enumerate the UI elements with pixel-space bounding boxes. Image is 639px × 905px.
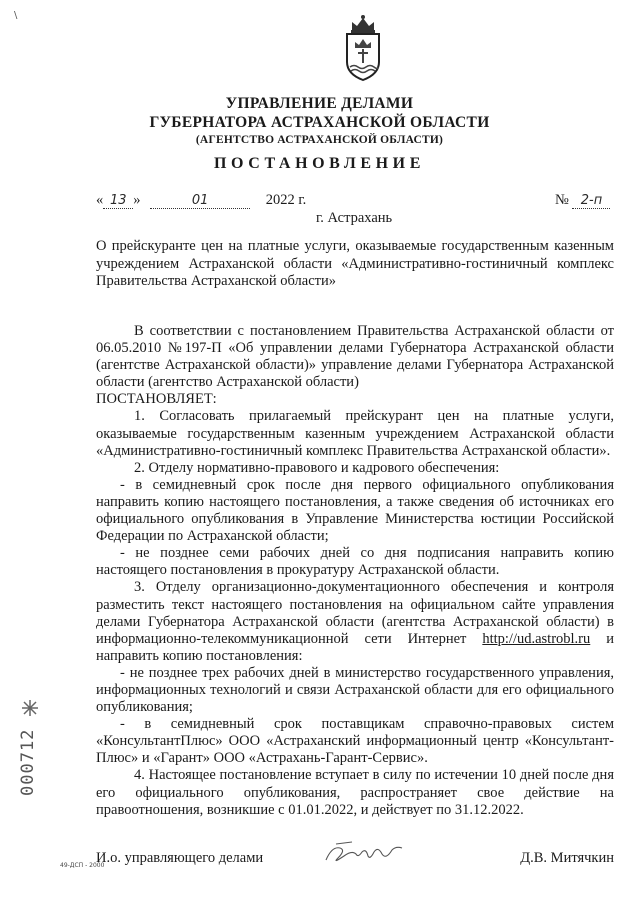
clause-3 bbox=[96, 579, 614, 664]
date-year: 2022 г. bbox=[265, 192, 307, 208]
registration-stamp bbox=[16, 700, 42, 796]
stamp-number: 000712 bbox=[18, 728, 38, 796]
date-day: 13 bbox=[103, 193, 133, 209]
document-subject: О прейскуранте цен на платные услуги, оказываемые государственным казенным учреждением Астраханской области «Административно-гостиничный комплекс Правительства Астраханской области» bbox=[96, 238, 614, 289]
clause-3b: - в семидневный срок поставщикам справочно-правовых систем «КонсультантПлюс» ООО «Астраханский информационный центр «Консультант-Плюс» и «Гарант» ООО «Астрахань-Гарант-Сервис». bbox=[96, 716, 614, 767]
document-body bbox=[96, 323, 614, 819]
clause-2a: - в семидневный срок после дня первого официального опубликования направить копию настоящего постановления, а также сведения об источниках его официального опубликования в Управление Министерства юстиции Российской Федерации по Астраханской области; bbox=[96, 476, 614, 545]
clause-4: 4. Настоящее постановление вступает в силу по истечении 10 дней после дня его официального опубликования, распространяет свое действие на правоотношения, возникшие с 01.01.2022, и действует по 31.12.2022. bbox=[96, 767, 614, 818]
resolves-heading: ПОСТАНОВЛЯЕТ: bbox=[96, 391, 217, 408]
footer-code: 49-ДСП - 2000 bbox=[60, 862, 105, 869]
handwritten-signature bbox=[322, 838, 406, 868]
number-prefix: № bbox=[555, 192, 569, 208]
organization-name-line1: УПРАВЛЕНИЕ ДЕЛАМИ bbox=[225, 95, 414, 112]
corner-mark: \ bbox=[14, 10, 18, 21]
document-date bbox=[96, 192, 306, 209]
website-link[interactable]: http://ud.astrobl.ru bbox=[482, 630, 591, 647]
document-type-title: ПОСТАНОВЛЕНИЕ bbox=[214, 155, 425, 172]
number-value: 2-п bbox=[572, 193, 610, 209]
signer-position: И.о. управляющего делами bbox=[96, 850, 264, 866]
clause-2: 2. Отделу нормативно-правового и кадрового обеспечения: bbox=[134, 459, 500, 476]
coat-of-arms-emblem bbox=[338, 12, 388, 82]
date-open-quote: « bbox=[96, 192, 104, 208]
organization-name-line2: ГУБЕРНАТОРА АСТРАХАНСКОЙ ОБЛАСТИ bbox=[149, 114, 490, 131]
preamble-paragraph: В соответствии с постановлением Правительства Астраханской области от 06.05.2010 №197-П «Об управлении делами Губернатора Астраханской области (агентстве Астраханской области)» управление делами Губернатора Астраханской области (агентство Астраханской области) bbox=[96, 323, 614, 391]
asterisk-stamp-icon bbox=[20, 698, 40, 718]
date-close-quote: » bbox=[133, 192, 141, 208]
clause-3-text: 3. Отделу организационно-документационного обеспечения и контроля разместить текст настоящего постановления на официальном сайте управления делами Губернатора Астраханской области (агентства Астраханской области) в информационно-телекоммуникационной сети Интернет bbox=[96, 579, 614, 647]
signer-name: Д.В. Митячкин bbox=[520, 850, 614, 866]
date-month: 01 bbox=[150, 193, 250, 209]
clause-2b: - не позднее семи рабочих дней со дня подписания направить копию настоящего постановления в прокуратуру Астраханской области. bbox=[96, 545, 614, 579]
clause-1: 1. Согласовать прилагаемый прейскурант цен на платные услуги, оказываемые государственным казенным учреждением Астраханской области «Административно-гостиничный комплекс Правительства Астраханской области». bbox=[96, 408, 614, 459]
organization-name-line3: (АГЕНТСТВО АСТРАХАНСКОЙ ОБЛАСТИ) bbox=[195, 134, 444, 146]
document-number bbox=[555, 192, 610, 209]
document-city: г. Астрахань bbox=[316, 210, 393, 226]
clause-3a: - не позднее трех рабочих дней в министерство государственного управления, информационных технологий и связи Астраханской области для его официального опубликования; bbox=[96, 664, 614, 716]
clause-3-end: и направить копию постановления: bbox=[96, 630, 614, 664]
